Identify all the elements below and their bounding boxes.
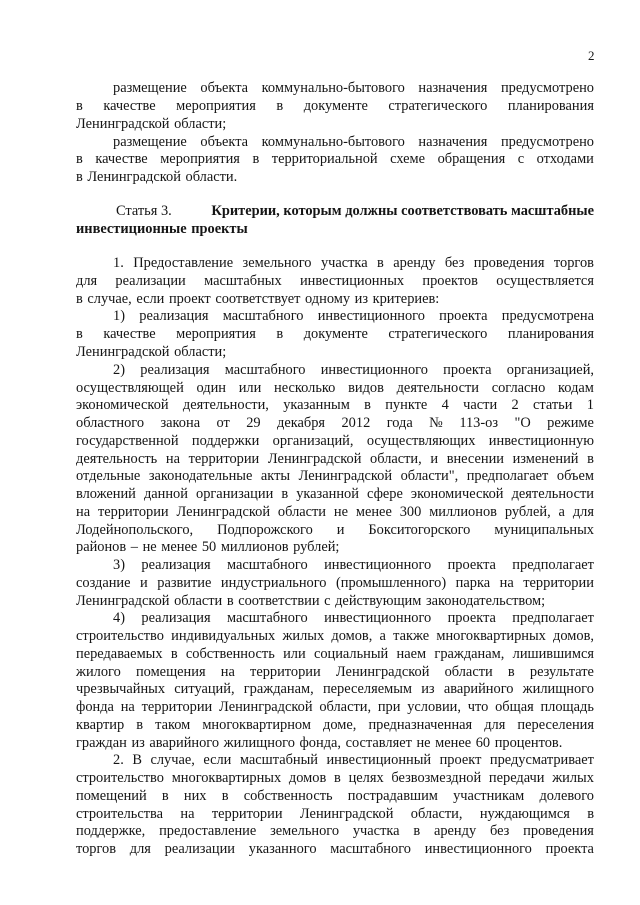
criterion4-line-3: передаваемых в собственность или социальный наем гражданам, лишившимся — [76, 646, 594, 662]
intro-p1-line-2: в качестве мероприятия в документе стратегического планирования — [76, 98, 594, 114]
page-number: 2 — [588, 48, 595, 63]
intro-p1-line-1: размещение объекта коммунально-бытового назначения предусмотрено — [113, 80, 594, 96]
intro-p2-line-3: в Ленинградской области. — [76, 169, 238, 185]
criterion3-line-2: создание и развитие индустриального (промышленного) парка на территории — [76, 575, 594, 591]
criterion2-line-9: на территории Ленинградской области не менее 300 миллионов рублей, а для — [76, 504, 594, 520]
article-heading — [116, 203, 594, 220]
criterion2-line-11: районов – не менее 50 миллионов рублей; — [76, 539, 340, 555]
criterion2-line-7: отдельные законодательные акты Ленинградской области", предполагает объем — [76, 468, 594, 484]
item1-line-2: для реализации масштабных инвестиционных проектов осуществляется — [76, 273, 594, 289]
criterion3-line-1: 3) реализация масштабного инвестиционного проекта предполагает — [113, 557, 594, 573]
criterion4-line-7: квартир в таком многоквартирном доме, предназначенная для переселения — [76, 717, 594, 733]
criterion1-line-1: 1) реализация масштабного инвестиционного проекта предусмотрена — [113, 308, 594, 324]
article-title-line-1: Критерии, которым должны соответствовать масштабные — [211, 203, 594, 219]
criterion4-line-6: фонда на территории Ленинградской области, при условии, что общая площадь — [76, 699, 594, 715]
criterion2-line-10: Лодейнопольского, Подпорожского и Бокситогорского муниципальных — [76, 522, 594, 538]
item2-line-5: поддержке, предоставление земельного участка в аренду без проведения — [76, 823, 594, 839]
criterion2-line-4: областного закона от 29 декабря 2012 года № 113-оз "О режиме — [76, 415, 594, 431]
intro-p2-line-2: в качестве мероприятия в территориальной схеме обращения с отходами — [76, 151, 594, 167]
intro-p1-line-3: Ленинградской области; — [76, 116, 227, 132]
item2-line-1: 2. В случае, если масштабный инвестиционный проект предусматривает — [113, 752, 594, 768]
item2-line-6: торгов для реализации указанного масштабного инвестиционного проекта — [76, 841, 594, 857]
criterion2-line-8: вложений данной организации в указанной сфере экономической деятельности — [76, 486, 594, 502]
item2-line-3: помещений в них в собственность пострадавшим участникам долевого — [76, 788, 594, 804]
item1-line-3: в случае, если проект соответствует одному из критериев: — [76, 291, 440, 307]
criterion2-line-5: государственной поддержки организаций, осуществляющих инвестиционную — [76, 433, 594, 449]
criterion2-line-6: деятельность на территории Ленинградской области, и внесении изменений в — [76, 451, 594, 467]
article-title-line-2: инвестиционные проекты — [76, 221, 248, 237]
item2-line-4: строительства на территории Ленинградской области, нуждающимся в — [76, 806, 594, 822]
criterion2-line-3: экономической деятельности, указанным в пункте 4 части 2 статьи 1 — [76, 397, 594, 413]
criterion2-line-1: 2) реализация масштабного инвестиционного проекта организацией, — [113, 362, 594, 378]
criterion3-line-3: Ленинградской области в соответствии с действующим законодательством; — [76, 593, 546, 609]
criterion4-line-5: чрезвычайных ситуаций, гражданам, переселяемым из аварийного жилищного — [76, 681, 594, 697]
criterion1-line-2: в качестве мероприятия в документе стратегического планирования — [76, 326, 594, 342]
criterion4-line-2: строительство индивидуальных жилых домов, а также многоквартирных домов, — [76, 628, 594, 644]
item2-line-2: строительство многоквартирных домов в целях безвозмездной передачи жилых — [76, 770, 594, 786]
criterion4-line-4: жилого помещения на территории Ленинградской области в результате — [76, 664, 594, 680]
criterion4-line-8: граждан из аварийного жилищного фонда, составляет не менее 60 процентов. — [76, 735, 563, 751]
criterion2-line-2: осуществляющей один или несколько видов деятельности согласно кодам — [76, 380, 594, 396]
article-prefix: Статья 3. — [116, 203, 172, 219]
criterion4-line-1: 4) реализация масштабного инвестиционного проекта предполагает — [113, 610, 594, 626]
item1-line-1: 1. Предоставление земельного участка в аренду без проведения торгов — [113, 255, 594, 271]
intro-p2-line-1: размещение объекта коммунально-бытового назначения предусмотрено — [113, 134, 594, 150]
criterion1-line-3: Ленинградской области; — [76, 344, 227, 360]
